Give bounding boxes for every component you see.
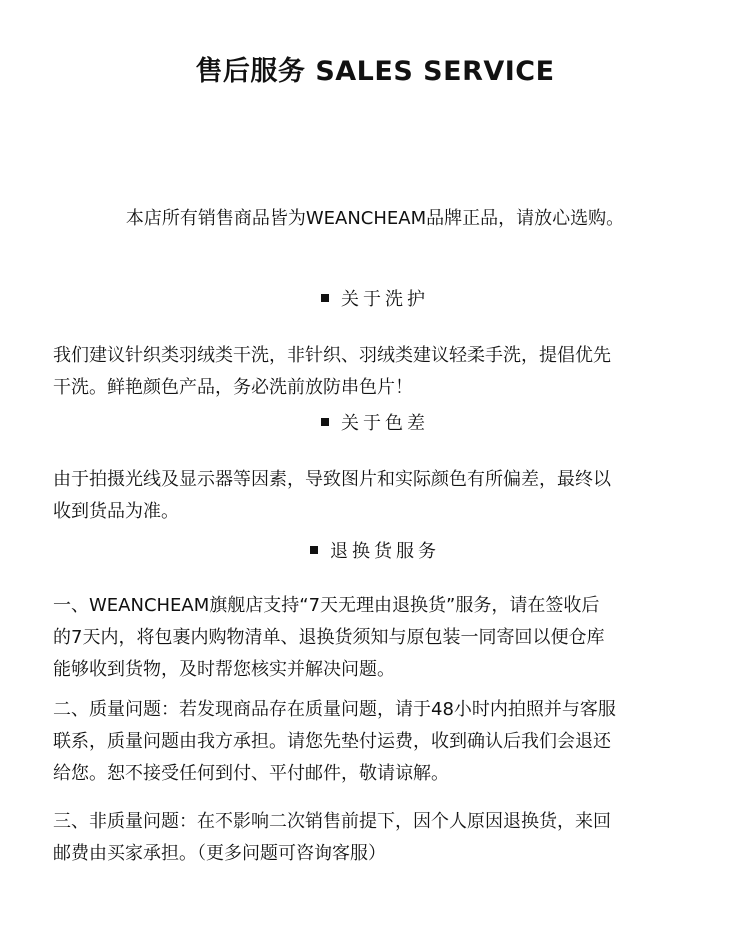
washing-paragraph [53, 340, 713, 404]
section-heading-label: 关于色差 [341, 413, 429, 434]
page-title: 售后服务 SALES SERVICE [195, 56, 555, 87]
paragraph-line: 一、WEANCHEAM旗舰店支持“7天无理由退换货”服务，请在签收后 [53, 595, 600, 616]
square-bullet-icon [321, 294, 329, 302]
returns-item-2 [53, 694, 713, 790]
square-bullet-icon [310, 546, 318, 554]
paragraph-line: 给您。恕不接受任何到付、平付邮件，敬请谅解。 [53, 763, 449, 784]
intro-text: 本店所有销售商品皆为WEANCHEAM品牌正品，请放心选购。 [125, 208, 625, 229]
section-heading-label: 退换货服务 [330, 541, 440, 562]
section-heading-returns [0, 538, 750, 566]
paragraph-line: 能够收到货物，及时帮您核实并解决问题。 [53, 659, 395, 680]
paragraph-line: 联系，质量问题由我方承担。请您先垫付运费，收到确认后我们会退还 [53, 731, 611, 752]
paragraph-line: 由于拍摄光线及显示器等因素，导致图片和实际颜色有所偏差，最终以 [53, 469, 611, 490]
paragraph-line: 的7天内，将包裹内购物清单、退换货须知与原包装一同寄回以便仓库 [53, 627, 605, 648]
paragraph-line: 干洗。鲜艳颜色产品，务必洗前放防串色片！ [53, 377, 413, 398]
section-heading-washing [0, 286, 750, 314]
paragraph-line: 我们建议针织类羽绒类干洗，非针织、羽绒类建议轻柔手洗，提倡优先 [53, 345, 611, 366]
returns-item-1 [53, 590, 713, 686]
section-heading-color-difference [0, 410, 750, 438]
returns-item-3 [53, 806, 713, 870]
square-bullet-icon [321, 418, 329, 426]
paragraph-line: 收到货品为准。 [53, 501, 179, 522]
color-difference-paragraph [53, 464, 713, 528]
paragraph-line: 二、质量问题：若发现商品存在质量问题，请于48小时内拍照并与客服 [53, 699, 616, 720]
paragraph-line: 三、非质量问题：在不影响二次销售前提下，因个人原因退换货，来回 [53, 811, 611, 832]
paragraph-line: 邮费由买家承担。（更多问题可咨询客服） [53, 843, 386, 864]
section-heading-label: 关于洗护 [341, 289, 429, 310]
